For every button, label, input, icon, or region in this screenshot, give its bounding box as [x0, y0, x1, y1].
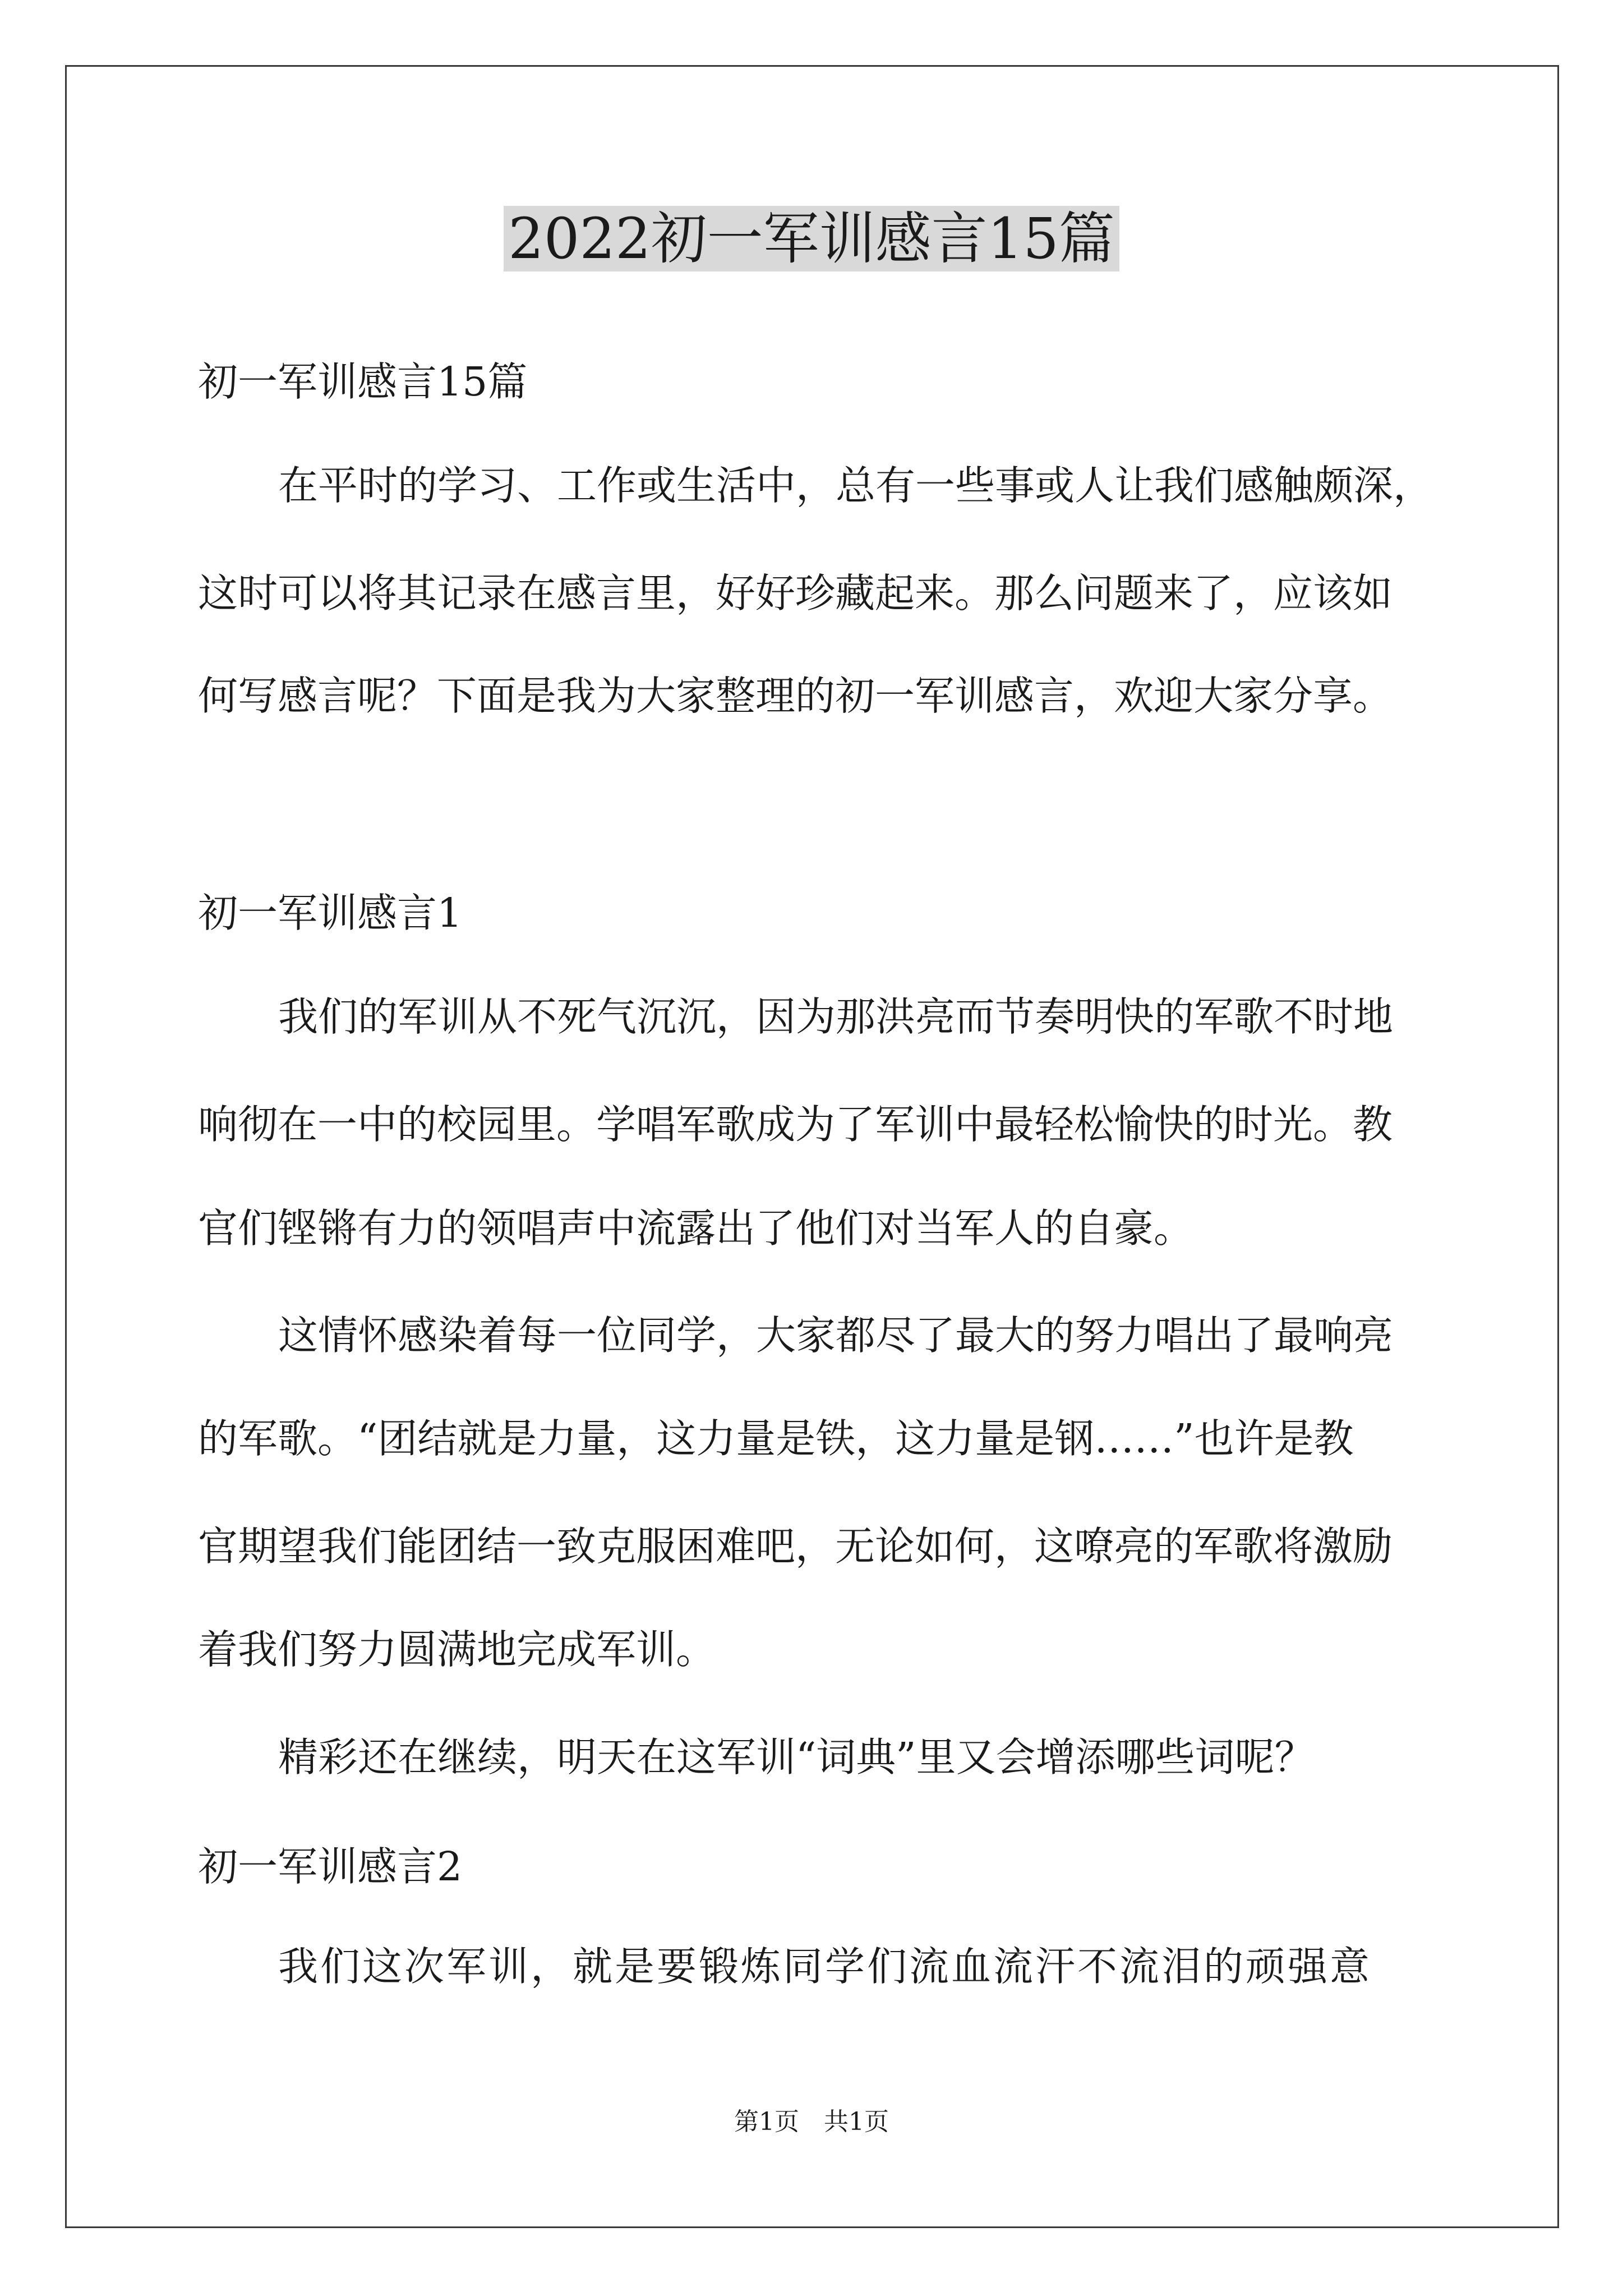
paragraph-line: 官们铿锵有力的领唱声中流露出了他们对当军人的自豪。: [198, 1205, 1194, 1251]
paragraph-line: 我们这次军训，就是要锻炼同学们流血流汗不流泪的顽强意: [278, 1943, 1372, 1990]
section-heading: 初一军训感言2: [198, 1843, 463, 1890]
paragraph-line: 官期望我们能团结一致克服困难吧，无论如何，这嘹亮的军歌将激励: [198, 1523, 1393, 1570]
paragraph-line: 在平时的学习、工作或生活中，总有一些事或人让我们感触颇深，: [278, 462, 1433, 509]
section-heading: 初一军训感言1: [198, 890, 463, 936]
paragraph-line: 我们的军训从不死气沉沉，因为那洪亮而节奏明快的军歌不时地: [278, 993, 1394, 1040]
paragraph-line: 响彻在一中的校园里。学唱军歌成为了军训中最轻松愉快的时光。教: [198, 1101, 1393, 1148]
document-title: [0, 200, 1623, 278]
paragraph-line: 这时可以将其记录在感言里，好好珍藏起来。那么问题来了，应该如: [198, 570, 1393, 616]
page-footer: 第1页 共1页: [734, 2108, 889, 2136]
paragraph-line: 何写感言呢？下面是我为大家整理的初一军训感言，欢迎大家分享。: [198, 673, 1393, 719]
paragraph-line: 这情怀感染着每一位同学，大家都尽了最大的努力唱出了最响亮: [278, 1312, 1394, 1359]
paragraph-line: 着我们努力圆满地完成军训。: [198, 1626, 716, 1673]
document-title-text: 2022初一军训感言15篇: [504, 206, 1119, 272]
paragraph-line: 精彩还在继续，明天在这军训“词典”里又会增添哪些词呢？: [278, 1734, 1315, 1780]
paragraph-line: 的军歌。“团结就是力量，这力量是铁，这力量是钢……”也许是教: [198, 1415, 1354, 1462]
subtitle: 初一军训感言15篇: [198, 358, 528, 405]
